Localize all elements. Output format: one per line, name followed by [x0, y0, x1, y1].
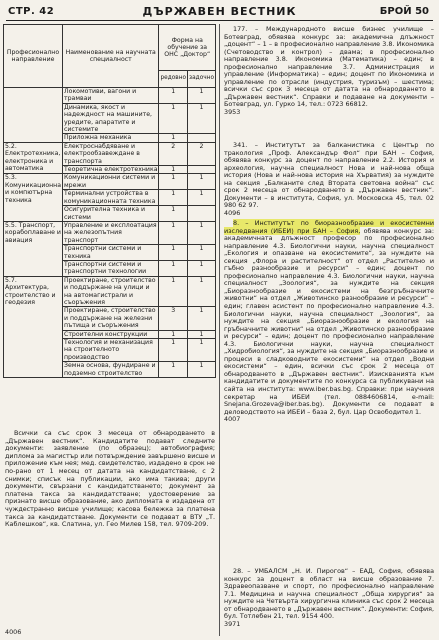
part-time-cell: 1: [188, 362, 216, 378]
col-header-direction: Професионално направление: [4, 25, 63, 88]
part-time-cell: 1: [188, 221, 216, 244]
part-time-cell: [188, 166, 216, 174]
full-time-cell: 1: [159, 276, 188, 307]
direction-cell: 5.3. Комуникационна и компютърна техника: [4, 174, 63, 221]
table-row: [4, 174, 216, 190]
specialty-cell: Транспортни системи и техника: [63, 245, 159, 261]
full-time-cell: 1: [159, 339, 188, 362]
newspaper-title: ДЪРЖАВЕН ВЕСТНИК: [142, 5, 297, 18]
notice-code: 4006: [5, 628, 22, 636]
direction-cell: 5.5. Транспорт, корабоплаване и авиация: [4, 221, 63, 276]
part-time-cell: 2: [188, 142, 216, 165]
specialty-cell: Приложна механика: [63, 134, 159, 142]
specialty-cell: Технология и механизация на строителното производство: [63, 339, 159, 362]
direction-cell: 5.2. Електротехника, електроника и автоматика: [4, 142, 63, 174]
notice-text: 341. – Институтът за балканистика с Център по тракология „Проф. Александър Фол“ при БАН – София, обявява конкурс за доцент по направление 2.2. История и археология, научна специалност Нова и най-нова обща история (Нова и най-нова история на Хърватия) за нуждите на секция „Балканите след Втората световна война“ със срок 2 месеца от обнародването в „Държавен вестник“. Документи – в института, София, ул. Московска 45, тел. 02 980 62 97.: [224, 141, 434, 210]
part-time-cell: 1: [188, 260, 216, 276]
part-time-cell: [188, 206, 216, 222]
part-time-cell: [188, 134, 216, 142]
full-time-cell: 1: [159, 260, 188, 276]
notice-code: 3953: [224, 108, 241, 117]
col-header-form: Форма на обучение за ОНС „Доктор“: [159, 25, 216, 71]
notice-8: [224, 220, 434, 424]
highlighted-heading: 8. – Институтът по биоразнообразие и екосистемни изследвания (ИБЕИ) при БАН – София,: [224, 219, 434, 235]
specialty-cell: Транспортни системи и транспортни технологии: [63, 260, 159, 276]
full-time-cell: 1: [159, 103, 188, 134]
part-time-cell: 1: [188, 307, 216, 330]
notice-28: [224, 568, 434, 628]
part-time-cell: 1: [188, 330, 216, 338]
notice-text: 28. – УМБАЛСМ „Н. И. Пирогов“ – ЕАД, София, обявява конкурс за доцент в област на висше образование 7. Здравеопазване и спорт, по професионално направление 7.1. Медицина и научна специалност „Обща хирургия“ за нуждите на Четвърта хирургична клиника със срок 2 месеца от обнародването в „Държавен вестник“. Документи: София, бул. Тотлебен 21, тел. 9154 400.: [224, 567, 434, 621]
col-header-full-time: редовно: [159, 71, 188, 88]
specialty-cell: Земна основа, фундиране и подземно строителство: [63, 362, 159, 378]
full-time-cell: 1: [159, 174, 188, 190]
specialty-cell: Динамика, якост и надеждност на машините, уредите, апаратите и системите: [63, 103, 159, 134]
specialty-cell: Осигурителна техника и системи: [63, 206, 159, 222]
part-time-cell: 1: [188, 245, 216, 261]
page-number: СТР. 42: [8, 6, 55, 17]
specialty-cell: Комуникационни системи и мрежи: [63, 174, 159, 190]
full-time-cell: 1: [159, 134, 188, 142]
part-time-cell: 1: [188, 339, 216, 362]
part-time-cell: 1: [188, 276, 216, 307]
full-time-cell: 1: [159, 190, 188, 206]
full-time-cell: 1: [159, 221, 188, 244]
specialty-cell: Локомотиви, вагони и трамваи: [63, 88, 159, 104]
direction-cell: 5.7. Архитектура, строителство и геодезия: [4, 276, 63, 377]
notice-text: обявява конкурс за: академичната длъжност професор по професионално направление 4.3. Биологични науки, научна специалност „Екология и опазване на екосистемите“, за нуждите на секция „Флора и растителност“ от отдел „Растително и гъбно разнообразие и ресурси“ – един; доцент по професионално направление 4.3. Биологични науки, научна специалност „Зоология“, за нуждите на секция „Биоразнообразие и екосистеми на безгръбначните животни“ на отдел „Животинско разнообразие и ресурси“ – един; главен асистент по професионално направление 4.3. Биологични науки, научна специалност „Зоология“, за нуждите на секция „Биоразнообразие и екология на гръбначните животни“ на отдел „Животинско разнообразие и ресурси“ – един; доцент по професионално направление 4.3. Биологични науки, научна специалност „Хидробиология“, за нуждите на секция „Биоразнообразие и процеси в сладководните екосистеми“ на отдел „Водни екосистеми“ – един, всички със срок 2 месеца от обнародването в „Държавен вестник“. Изискванията към кандидатите и документите по конкурса са публикувани на сайта на института: www.iber.bas.bg. Справки: при научния секретар на ИБЕИ (тел. 0884606814, e-mail: Snejana.Grozeva@iber.bas.bg). Документи се подават в деловодството на ИБЕИ – база 2, бул. Цар Освободител 1.: [224, 226, 434, 416]
notice-code: 4096: [224, 208, 241, 217]
page-header: [0, 0, 439, 22]
notice-code: 4007: [224, 415, 241, 424]
notice-text: 177. – Международното висше бизнес училище – Ботевград, обявява конкурс за: академична длъжност „доцент“ – 1 – в професионално направление 3.8. Икономика (Счетоводство и контрол) – двама; в професионално направление 3.8. Икономика (Математика) – един; в професионално направление 3.7. Администрация и управление (Информатика) – един; доцент по Икономика и управление по отрасли (индустрия, туризъм) – шестима; всички със срок 3 месеца от датата на обнародването в „Държавен вестник“. Справки и подаване на документи – Ботевград, ул. Гурко 14, тел.: 0723 66812.: [224, 25, 434, 109]
direction-cell: [4, 88, 63, 143]
conditions-text: Всички са със срок 3 месеца от обнародването в „Държавен вестник“. Кандидатите подават следните документи: заявление (по образец); автобиография; диплома за магистър или потвърждение завършено висше и приложение към нея; мед. свидетелство, издадено в срок не по-рано от 1 месец от датата на кандидатстване, с 2 снимки; списък на публикации, ако има такива; други документи, свързани с кандидатстването; документ за платена такса за кандидатстване; удостоверение за признато висше образование, ако дипломата е издадена от чуждестранно висше училище; касова бележка за платена такса за кандидатстване. Документи се подават в ВТУ „Т. Каблешков“, кв. Слатина, ул. Гео Милев 158, тел. 9709-209.: [5, 429, 215, 529]
column-divider: [219, 24, 220, 636]
col-header-specialty: Наименование на научната специалност: [63, 25, 159, 88]
full-time-cell: 1: [159, 330, 188, 338]
full-time-cell: 1: [159, 88, 188, 104]
table-row: [4, 88, 216, 104]
specialty-cell: Терминални устройства в комуникационната техника: [63, 190, 159, 206]
notice-177: [224, 26, 434, 117]
specialty-cell: Теоретична електротехника: [64, 166, 158, 174]
part-time-cell: 1: [188, 174, 216, 190]
full-time-cell: 1: [159, 166, 188, 174]
specialty-cell: Електроснабдяване и електрообзавеждане в транспорта: [63, 142, 159, 165]
part-time-cell: 1: [188, 103, 216, 134]
specialty-table: [3, 24, 216, 378]
specialty-cell: Управление и експлоатация на железопътния транспорт: [63, 221, 159, 244]
table-row: [4, 142, 216, 165]
full-time-cell: 1: [159, 362, 188, 378]
specialty-cell: Проектиране, строителство и поддържане на улици и на автомагистрали и съоръжения: [63, 276, 159, 307]
full-time-cell: 2: [159, 142, 188, 165]
col-header-part-time: задочно: [188, 71, 216, 88]
part-time-cell: 1: [188, 190, 216, 206]
part-time-cell: 1: [188, 88, 216, 104]
specialty-cell: Строителни конструкции: [63, 330, 159, 338]
table-row: [4, 221, 216, 244]
specialty-cell: Проектиране, строителство и поддържане на железни пътища и съоръжения: [63, 307, 159, 330]
notice-code: 3971: [224, 619, 241, 628]
full-time-cell: 3: [159, 307, 188, 330]
header-rule: [6, 20, 433, 21]
full-time-cell: 1: [159, 206, 188, 222]
full-time-cell: 1: [159, 245, 188, 261]
table-row: [4, 276, 216, 307]
notice-341: [224, 142, 434, 217]
issue-number: БРОЙ 50: [379, 6, 429, 17]
